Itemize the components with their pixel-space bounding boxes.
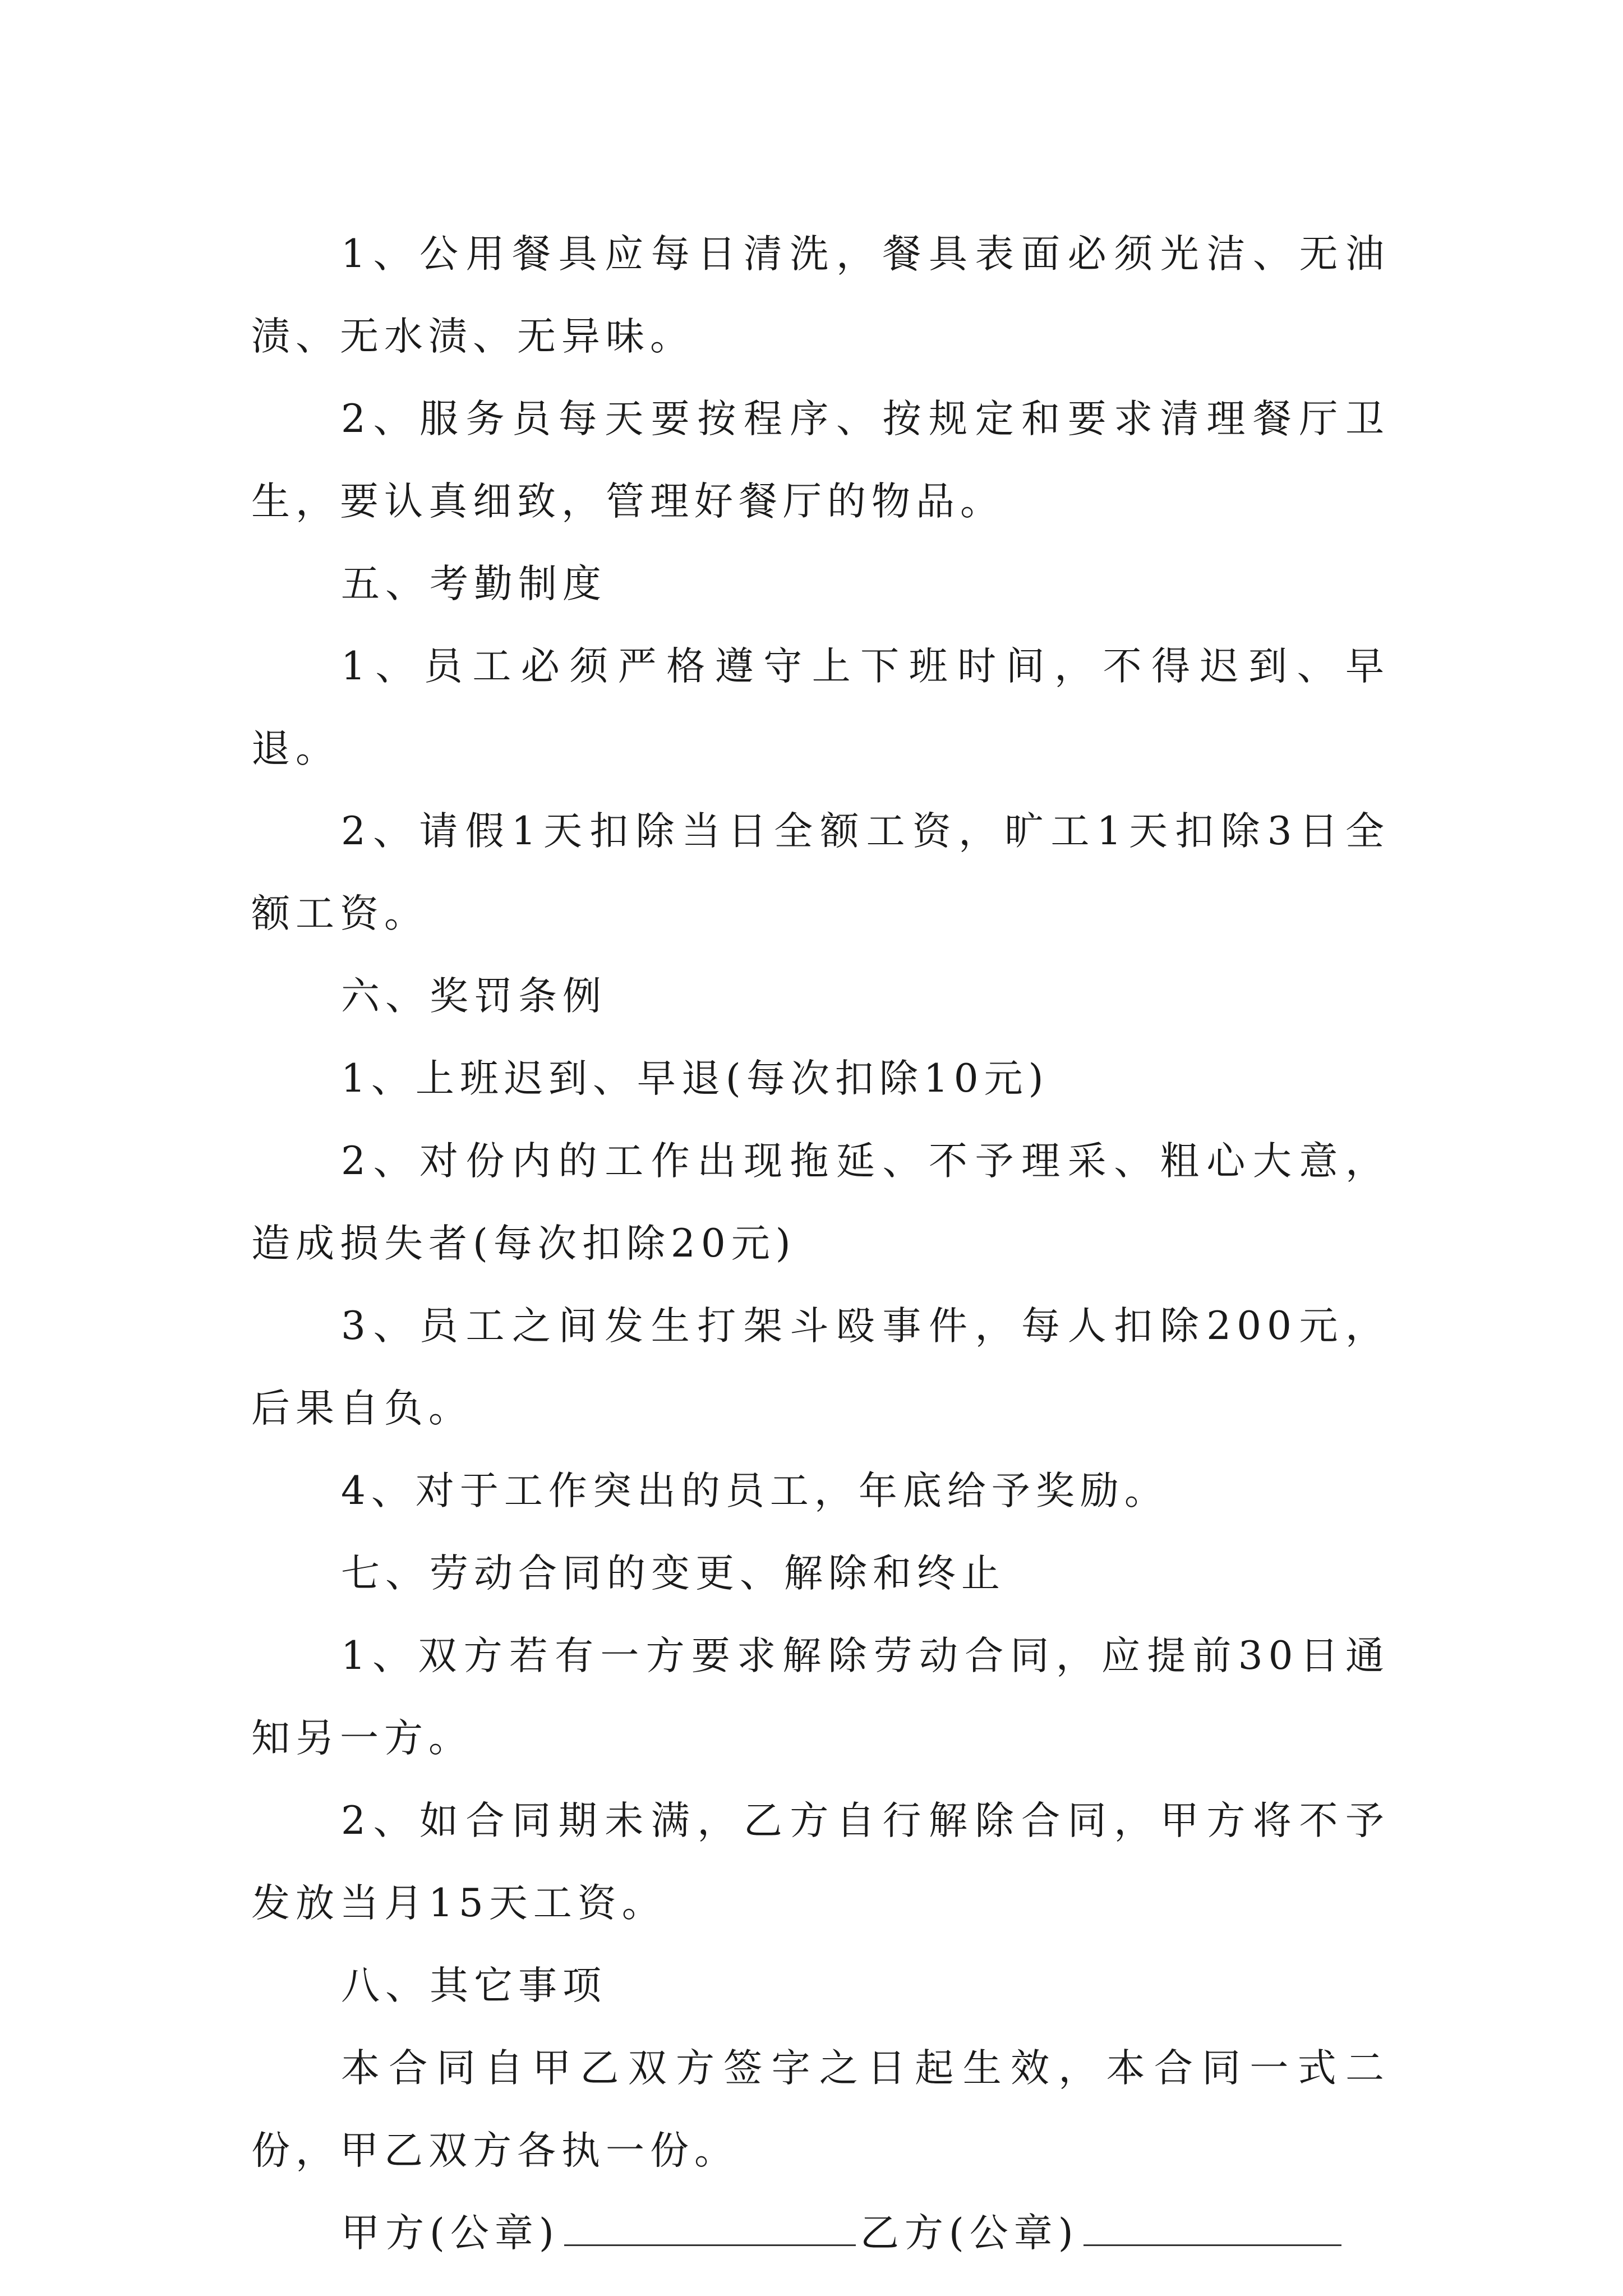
- paragraph: 2、如合同期未满，乙方自行解除合同，甲方将不予发放当月15天工资。: [251, 1798, 1390, 1926]
- paragraph: 本合同自甲乙双方签字之日起生效，本合同一式二份，甲乙双方各执一份。: [251, 2046, 1390, 2173]
- paragraph: 1、员工必须严格遵守上下班时间，不得迟到、早退。: [251, 644, 1390, 771]
- paragraph: 2、请假1天扣除当日全额工资，旷工1天扣除3日全额工资。: [251, 809, 1390, 936]
- paragraph: 1、上班迟到、早退(每次扣除10元): [341, 1056, 1049, 1101]
- paragraph: 1、公用餐具应每日清洗，餐具表面必须光洁、无油渍、无水渍、无异味。: [251, 232, 1390, 359]
- party-b-label: 乙方(公章): [860, 2211, 1079, 2256]
- party-a-signature-blank: [564, 2211, 856, 2246]
- paragraph: 2、服务员每天要按程序、按规定和要求清理餐厅卫生，要认真细致，管理好餐厅的物品。: [251, 397, 1390, 524]
- signature-line: [251, 2192, 1390, 2275]
- paragraph: 4、对于工作突出的员工，年底给予奖励。: [341, 1469, 1169, 1513]
- party-b-signature-blank: [1083, 2211, 1341, 2246]
- paragraph: 3、员工之间发生打架斗殴事件，每人扣除200元，后果自负。: [251, 1304, 1390, 1431]
- section-heading: 六、奖罚条例: [341, 974, 607, 1019]
- section-heading: 五、考勤制度: [341, 562, 607, 606]
- document-body: [251, 213, 1390, 2275]
- party-a-label: 甲方(公章): [341, 2211, 560, 2256]
- section-heading: 七、劳动合同的变更、解除和终止: [341, 1551, 1006, 1596]
- paragraph: 2、对份内的工作出现拖延、不予理采、粗心大意，造成损失者(每次扣除20元): [251, 1139, 1390, 1266]
- section-heading: 八、其它事项: [341, 1963, 607, 2008]
- paragraph: 1、双方若有一方要求解除劳动合同，应提前30日通知另一方。: [251, 1634, 1390, 1761]
